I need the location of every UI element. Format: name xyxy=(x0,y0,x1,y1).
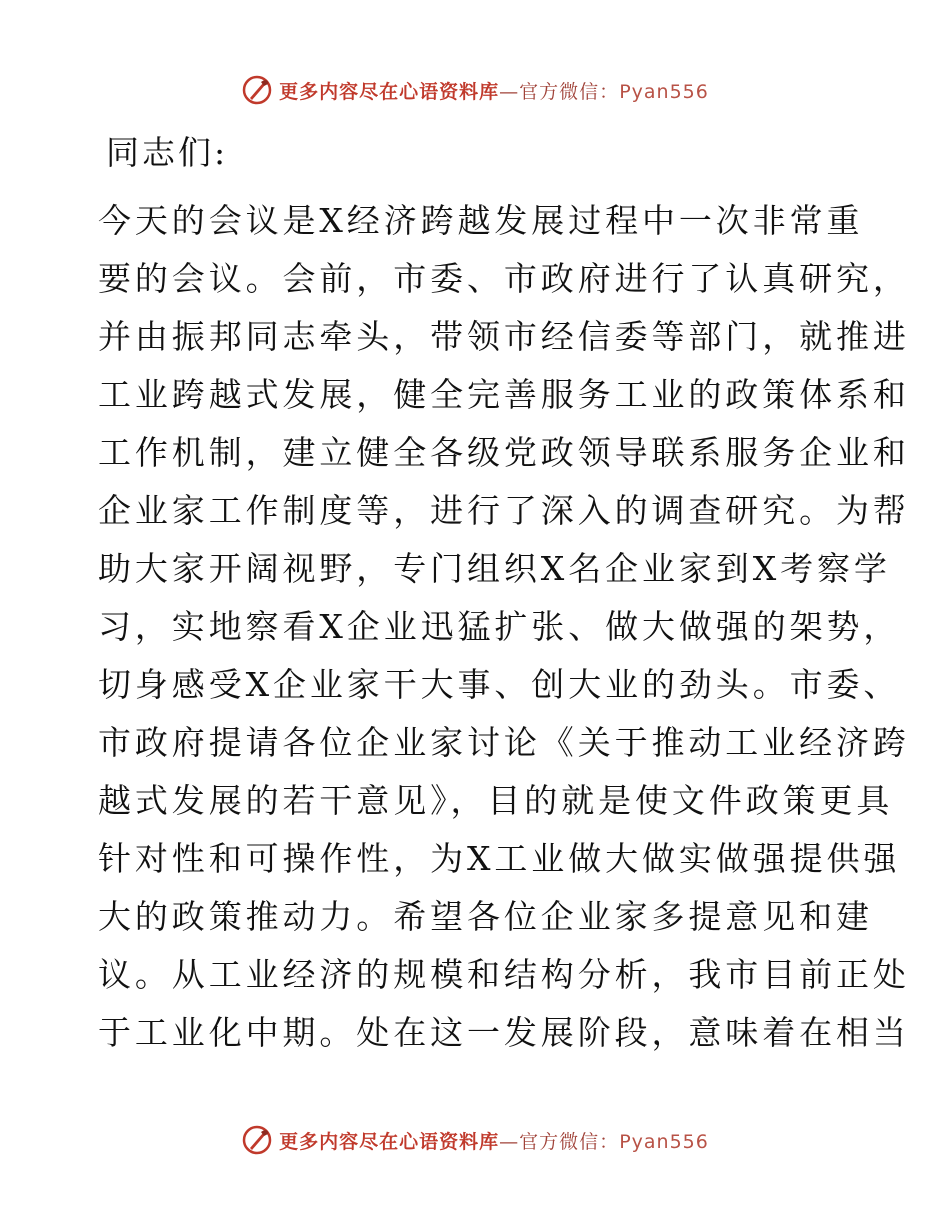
paragraph-line: 企业家工作制度等，进行了深入的调查研究。为帮 xyxy=(98,491,910,530)
paragraph-line: 市政府提请各位企业家讨论《关于推动工业经济跨 xyxy=(98,723,910,762)
header-handle: Pyan556 xyxy=(619,80,709,103)
footer-separator: — xyxy=(499,1130,520,1153)
header-watermark-banner xyxy=(0,72,950,108)
paragraph-line: 今天的会议是X经济跨越发展过程中一次非常重 xyxy=(98,201,864,240)
paragraph-line: 要的会议。会前，市委、市政府进行了认真研究， xyxy=(98,259,910,298)
paragraph-line: 针对性和可操作性，为X工业做大做实做强提供强 xyxy=(98,839,901,878)
paragraph-line: 工作机制，建立健全各级党政领导联系服务企业和 xyxy=(98,433,910,472)
paragraph-line: 助大家开阔视野，专门组织X名企业家到X考察学 xyxy=(98,549,891,588)
paragraph-line: 越式发展的若干意见》，目的就是使文件政策更具 xyxy=(98,781,894,820)
quill-pen-logo-icon xyxy=(241,1124,273,1156)
header-separator: — xyxy=(499,80,520,103)
document-body xyxy=(98,124,910,1062)
footer-handle: Pyan556 xyxy=(619,1130,709,1153)
header-contact-label: 官方微信： xyxy=(519,80,620,103)
paragraph-line: 大的政策推动力。希望各位企业家多提意见和建 xyxy=(98,897,873,936)
footer-watermark-banner xyxy=(0,1122,950,1158)
footer-brand-text: 更多内容尽在心语资料库 xyxy=(279,1130,500,1153)
header-banner-text xyxy=(279,77,709,104)
paragraph-line: 议。从工业经济的规模和结构分析，我市目前正处 xyxy=(98,955,910,994)
paragraph-line: 工业跨越式发展，健全完善服务工业的政策体系和 xyxy=(98,375,910,414)
paragraph-line: 切身感受X企业家干大事、创大业的劲头。市委、 xyxy=(98,665,901,704)
paragraph-line: 习，实地察看X企业迅猛扩张、做大做强的架势， xyxy=(98,607,901,646)
paragraph-line: 于工业化中期。处在这一发展阶段，意味着在相当 xyxy=(98,1013,910,1052)
footer-contact-label: 官方微信： xyxy=(519,1130,620,1153)
greeting: 同志们: xyxy=(106,133,229,172)
paragraph-line: 并由振邦同志牵头，带领市经信委等部门，就推进 xyxy=(98,317,910,356)
header-brand-text: 更多内容尽在心语资料库 xyxy=(279,80,500,103)
quill-pen-logo-icon xyxy=(241,74,273,106)
footer-banner-text xyxy=(279,1127,709,1154)
